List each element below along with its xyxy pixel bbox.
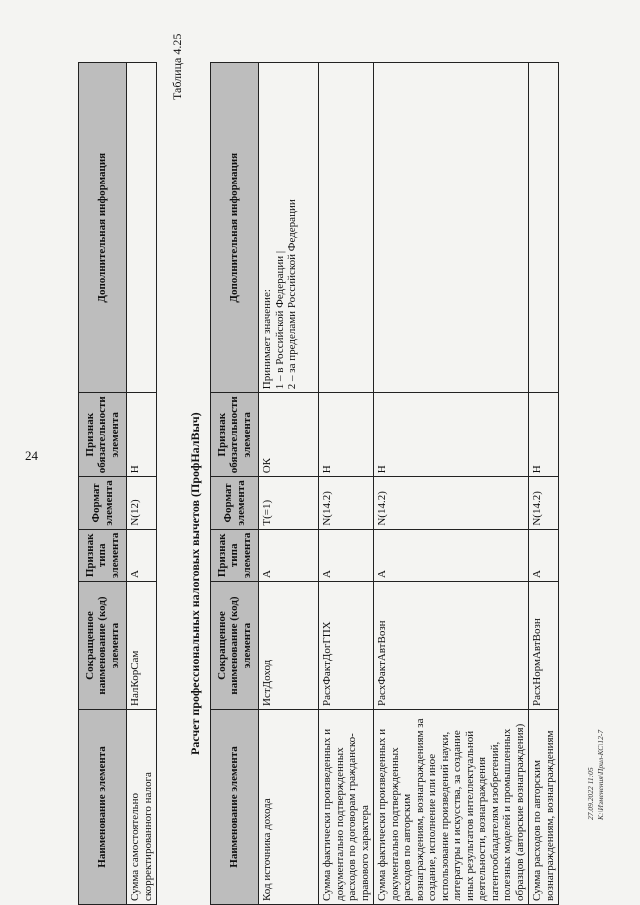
header-name: Наименование элемента xyxy=(79,710,127,905)
cell-name: Сумма фактически произведенных и документально подтвержденных расходов по договорам гражданско-правового характера xyxy=(319,710,374,905)
cell-name: Сумма фактически произведенных и документально подтвержденных расходов по авторским вознаграждениям, вознаграждениям за создание, исполнение или иное использование произведений науки, литературы и искусства, за создание иных результатов интеллектуальной деятельности, вознаграждения патентообладателям изобретений, полезных моделей и промышленных образцов (авторские вознаграждения) xyxy=(374,710,529,905)
cell-info xyxy=(127,63,157,393)
header-required: Признак обязательности элемента xyxy=(211,393,259,477)
cell-name: Код источника дохода xyxy=(259,710,319,905)
table-header-row xyxy=(79,63,127,905)
table-row xyxy=(319,63,374,905)
cell-format: N(14.2) xyxy=(374,477,529,529)
footer-date: 27.09.2022 11:05 xyxy=(586,767,595,820)
table-main xyxy=(210,62,559,905)
cell-required: Н xyxy=(374,393,529,477)
cell-type: А xyxy=(529,529,559,581)
header-code: Сокращенное наименование (код) элемента xyxy=(79,582,127,710)
table-row xyxy=(259,63,319,905)
cell-name: Сумма самостоятельно скорректированного налога xyxy=(127,710,157,905)
cell-code: ИстДоход xyxy=(259,582,319,710)
table-row xyxy=(529,63,559,905)
cell-code: НалКорСам xyxy=(127,582,157,710)
header-info: Дополнительная информация xyxy=(79,63,127,393)
cell-type: А xyxy=(374,529,529,581)
table-label: Таблица 4.25 xyxy=(170,33,184,100)
cell-required: ОК xyxy=(259,393,319,477)
cell-info xyxy=(529,63,559,393)
cell-required: Н xyxy=(319,393,374,477)
table-header-row xyxy=(211,63,259,905)
cell-code: РасхНормАвтВозн xyxy=(529,582,559,710)
cell-type: А xyxy=(127,529,157,581)
header-code: Сокращенное наименование (код) элемента xyxy=(211,582,259,710)
cell-name: Сумма расходов по авторским вознаграждениям, вознаграждениям xyxy=(529,710,559,905)
cell-format: N(14.2) xyxy=(529,477,559,529)
cell-info xyxy=(319,63,374,393)
page-number: 24 xyxy=(25,448,38,463)
table-previous xyxy=(78,62,157,905)
header-info: Дополнительная информация xyxy=(211,63,259,393)
cell-type: А xyxy=(319,529,374,581)
header-required: Признак обязательности элемента xyxy=(79,393,127,477)
cell-info xyxy=(374,63,529,393)
table-title: Расчет профессиональных налоговых вычетов (ПрофНалВыч) xyxy=(188,412,202,755)
table-row xyxy=(127,63,157,905)
cell-format: N(14.2) xyxy=(319,477,374,529)
header-type: Признак типа элемента xyxy=(211,529,259,581)
cell-code: РасхФактАвтВозн xyxy=(374,582,529,710)
header-format: Формат элемента xyxy=(211,477,259,529)
cell-format: N(12) xyxy=(127,477,157,529)
header-format: Формат элемента xyxy=(79,477,127,529)
header-type: Признак типа элемента xyxy=(79,529,127,581)
cell-required: Н xyxy=(127,393,157,477)
cell-format: T(=1) xyxy=(259,477,319,529)
cell-type: А xyxy=(259,529,319,581)
footer-path: К:\Изменения\Прил-КС\12-7 xyxy=(596,729,605,820)
cell-info: Принимает значение: 1 – в Российской Федерации | 2 – за пределами Российской Федерации xyxy=(259,63,319,393)
cell-required: Н xyxy=(529,393,559,477)
header-name: Наименование элемента xyxy=(211,710,259,905)
cell-code: РасхФактДогГПХ xyxy=(319,582,374,710)
table-row xyxy=(374,63,529,905)
